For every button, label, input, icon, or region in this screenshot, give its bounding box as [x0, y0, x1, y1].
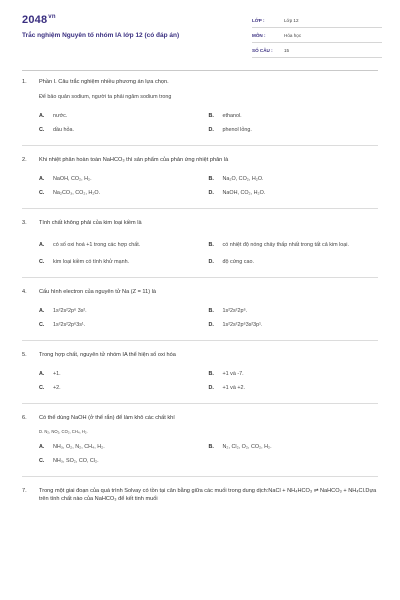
- question-text: 5. Trong hợp chất, nguyên tử nhóm IA thể hiện số oxi hóa: [22, 352, 176, 358]
- question-divider: [22, 476, 378, 477]
- question-number: 5.: [22, 352, 27, 358]
- options: [22, 235, 378, 269]
- option-b[interactable]: B. 1s²2s²2p⁶.: [208, 307, 248, 314]
- question-number: 3.: [22, 220, 27, 226]
- options: [22, 440, 378, 468]
- page-header: [0, 0, 400, 70]
- meta-value: Lớp 12: [284, 18, 299, 23]
- question-extra-line: D. N₂, NO₂, CO₂, CH₄, H₂.: [39, 429, 88, 434]
- options: [22, 367, 378, 395]
- question-number: 4.: [22, 289, 27, 295]
- option-d[interactable]: D. NaOH, CO₂, H₂O.: [208, 189, 266, 196]
- page-title: Trắc nghiệm Nguyên tố nhóm IA lớp 12 (có đáp án): [22, 32, 180, 39]
- header-divider: [22, 70, 378, 71]
- question-number: 2.: [22, 157, 27, 163]
- option-a[interactable]: A. NH₃, O₂, N₂, CH₄, H₂.: [39, 443, 105, 450]
- option-c[interactable]: C. dầu hỏa.: [39, 126, 74, 133]
- question-list: [0, 78, 400, 600]
- question-number: 6.: [22, 415, 27, 421]
- question-2: [0, 156, 400, 200]
- question-divider: [22, 403, 378, 404]
- question-passage: Để bảo quản sodium, người ta phải ngâm sodium trong: [39, 94, 172, 100]
- meta-value: 15: [284, 48, 290, 53]
- option-b[interactable]: B. Na₂O, CO₂, H₂O.: [208, 175, 264, 182]
- question-6: [0, 414, 400, 468]
- options: [22, 172, 378, 200]
- option-c[interactable]: C. NH₃, SO₂, CO, Cl₂.: [39, 457, 99, 464]
- meta-label: SỐ CÂU :: [252, 48, 273, 53]
- option-b[interactable]: B. có nhiệt độ nóng chảy thấp nhất trong tất cả kim loại.: [208, 241, 349, 248]
- option-b[interactable]: B. ethanol.: [208, 112, 242, 119]
- option-c[interactable]: C. kim loại kiềm có tính khử mạnh.: [39, 258, 130, 265]
- logo-text: 2048: [22, 14, 48, 26]
- question-1: [0, 78, 400, 137]
- option-b[interactable]: B. +1 và -7.: [208, 370, 244, 377]
- meta-box: [252, 16, 382, 61]
- question-text: 4. Cấu hình electron của nguyên tử Na (Z = 11) là: [22, 289, 156, 295]
- question-divider: [22, 277, 378, 278]
- site-logo[interactable]: [22, 14, 56, 26]
- question-text: 3. Tính chất không phải của kim loại kiềm là: [22, 220, 142, 226]
- option-d[interactable]: D. độ cứng cao.: [208, 258, 254, 265]
- option-b[interactable]: B. N₂, Cl₂, O₂, CO₂, H₂.: [208, 443, 272, 450]
- option-d[interactable]: D. +1 và +2.: [208, 384, 245, 391]
- meta-label: LỚP :: [252, 18, 265, 23]
- question-text: 6. Có thể dùng NaOH (ở thể rắn) để làm khô các chất khí: [22, 415, 175, 421]
- question-divider: [22, 340, 378, 341]
- question-text: 2. Khi nhiệt phân hoàn toàn NaHCO₃ thì sản phẩm của phản ứng nhiệt phân là: [22, 157, 229, 163]
- question-number: 1.: [22, 79, 27, 85]
- option-a[interactable]: A. nước.: [39, 112, 68, 119]
- logo-suffix: vn: [48, 14, 56, 21]
- meta-row-class: [252, 16, 382, 28]
- option-d[interactable]: D. 1s²2s²2p⁶3s²3p¹.: [208, 321, 263, 328]
- options: [22, 109, 378, 137]
- meta-label: MÔN :: [252, 33, 266, 38]
- meta-row-subject: [252, 31, 382, 43]
- question-divider: [22, 145, 378, 146]
- question-text: 7. Trong một giai đoạn của quá trình Solvay có tồn tại cân bằng giữa các muối trong dung dịch:NaCl + NH₄HCO₃ ⇌ NaHCO₃ + NH₄Cl.Dựa trên tính chất nào của NaHCO₃ để kết tinh muối: [22, 488, 377, 502]
- option-d[interactable]: D. phenol lỏng.: [208, 126, 252, 133]
- question-3: [0, 219, 400, 269]
- meta-value: Hóa học: [284, 33, 302, 38]
- meta-row-count: [252, 46, 382, 58]
- question-divider: [22, 208, 378, 209]
- options: [22, 304, 378, 332]
- question-number: 7.: [22, 488, 27, 494]
- option-a[interactable]: A. +1.: [39, 370, 61, 377]
- option-c[interactable]: C. Na₂CO₃, CO₂, H₂O.: [39, 189, 101, 196]
- option-a[interactable]: A. NaOH, CO₂, H₂.: [39, 175, 92, 182]
- option-c[interactable]: C. 1s²2s²2p⁶3s¹.: [39, 321, 86, 328]
- question-text: 1. Phần I. Câu trắc nghiệm nhiều phương án lựa chọn.: [22, 79, 169, 85]
- question-4: [0, 288, 400, 332]
- question-5: [0, 351, 400, 395]
- option-a[interactable]: A. có số oxi hoá +1 trong các hợp chất.: [39, 241, 141, 248]
- option-a[interactable]: A. 1s²2s²2p⁶ 3s².: [39, 307, 87, 314]
- option-c[interactable]: C. +2.: [39, 384, 61, 391]
- question-7: [0, 487, 400, 503]
